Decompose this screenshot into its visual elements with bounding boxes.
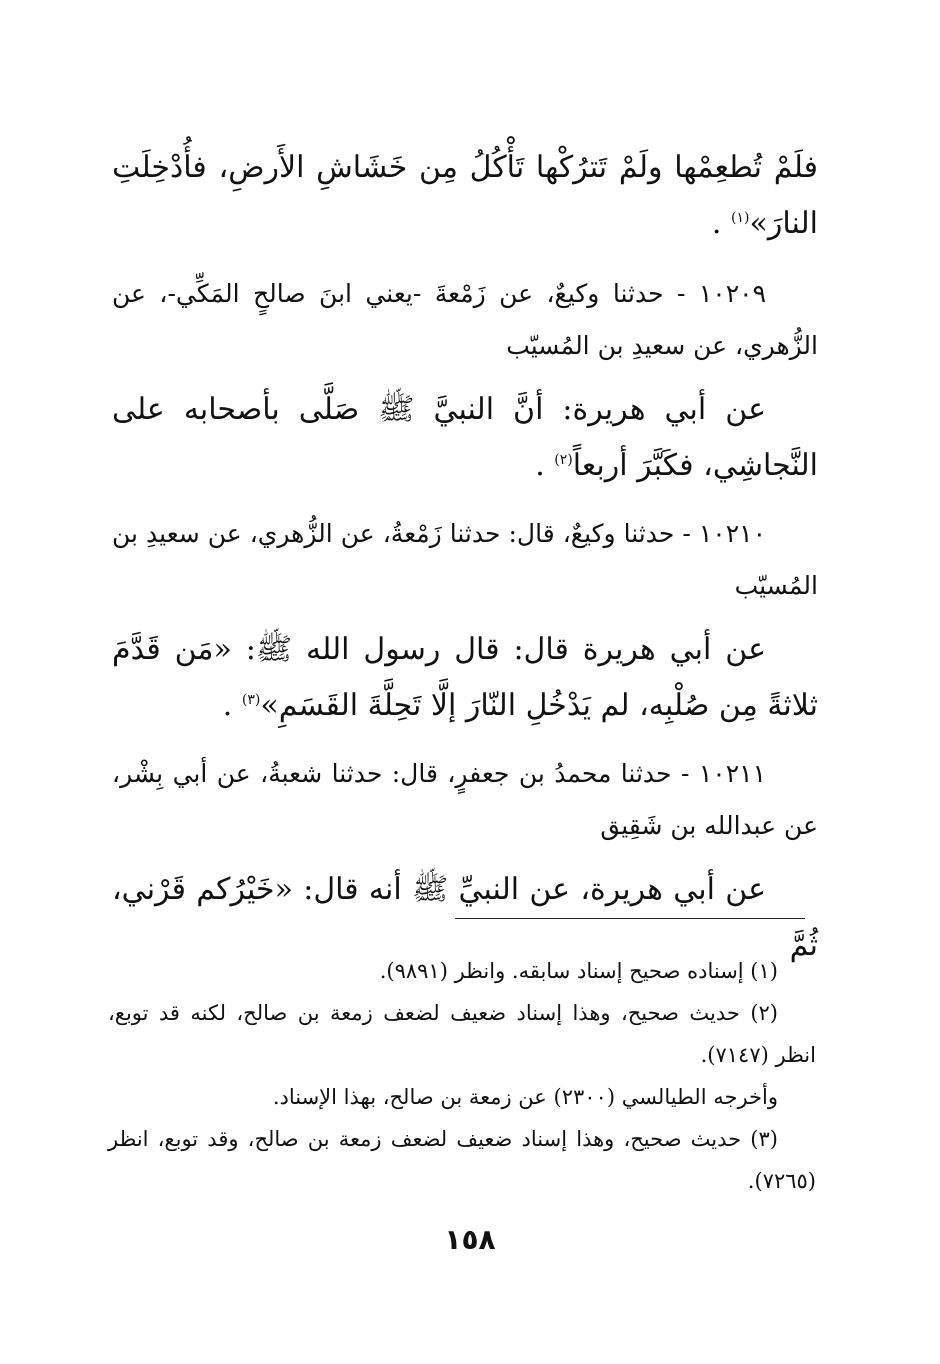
footnote-separator xyxy=(455,918,805,919)
footnotes xyxy=(108,950,816,1202)
footnote-marker: (١) xyxy=(731,210,750,226)
isnad-10211 xyxy=(112,748,818,852)
paragraph-text: عن أبي هريرة: أنَّ النبيَّ ﷺ صَلَّى بأصحابه على النَّجاشِي، فكَبَّرَ أربعاً xyxy=(112,392,818,483)
hadith-text-10209 xyxy=(112,382,818,494)
hadith-text-continuation xyxy=(112,140,818,252)
main-text xyxy=(112,140,818,974)
paragraph-text: ١٠٢١١ - حدثنا محمدُ بن جعفرٍ، قال: حدثنا شعبةُ، عن أبي بِشْر، عن عبدالله بن شَقِيق xyxy=(112,759,818,840)
footnote-marker: (٢) xyxy=(554,452,573,468)
footnote-marker: (٣) xyxy=(241,692,261,708)
paragraph-end: . xyxy=(711,206,722,241)
paragraph-text: عن أبي هريرة قال: قال رسول الله ﷺ: «مَن قَدَّمَ ثلاثةً مِن صُلْبِه، لم يَدْخُلِ النّارَ إلَّا تَحِلَّةَ القَسَمِ» xyxy=(112,632,818,723)
paragraph-end: . xyxy=(535,448,545,483)
paragraph-end: . xyxy=(222,688,233,723)
paragraph-text: عن أبي هريرة، عن النبيِّ ﷺ أنه قال: «خَيْرُكم قَرْني، ثُمَّ xyxy=(112,872,818,963)
isnad-10210 xyxy=(112,508,818,612)
paragraph-text: فلَمْ تُطعِمْها ولَمْ تَترُكْها تَأْكُلُ مِن خَشَاشِ الأَرضِ، فأُدْخِلَتِ النارَ» xyxy=(112,150,818,241)
paragraph-text: ١٠٢١٠ - حدثنا وكيعٌ، قال: حدثنا زَمْعةُ، عن الزُّهري، عن سعيدِ بن المُسيّب xyxy=(112,519,818,600)
footnote-3: (٣) حديث صحيح، وهذا إسناد ضعيف لضعف زمعة بن صالح، وقد توبع، انظر (٧٢٦٥). xyxy=(108,1127,816,1193)
hadith-text-10210 xyxy=(112,622,818,734)
footnote-1: (١) إسناده صحيح إسناد سابقه. وانظر (٩٨٩١). xyxy=(379,959,778,983)
footnote-2-continuation: وأخرجه الطيالسي (٢٣٠٠) عن زمعة بن صالح، بهذا الإسناد. xyxy=(272,1085,778,1109)
page-number: ١٥٨ xyxy=(444,1223,496,1256)
paragraph-text: ١٠٢٠٩ - حدثنا وكيعٌ، عن زَمْعةَ -يعني ابنَ صالحٍ المَكِّي-، عن الزُّهري، عن سعيدِ بن المُسيّب xyxy=(112,279,818,360)
isnad-10209 xyxy=(112,268,818,372)
footnote-2: (٢) حديث صحيح، وهذا إسناد ضعيف لضعف زمعة بن صالح، لكنه قد توبع، انظر (٧١٤٧). xyxy=(108,1001,816,1067)
